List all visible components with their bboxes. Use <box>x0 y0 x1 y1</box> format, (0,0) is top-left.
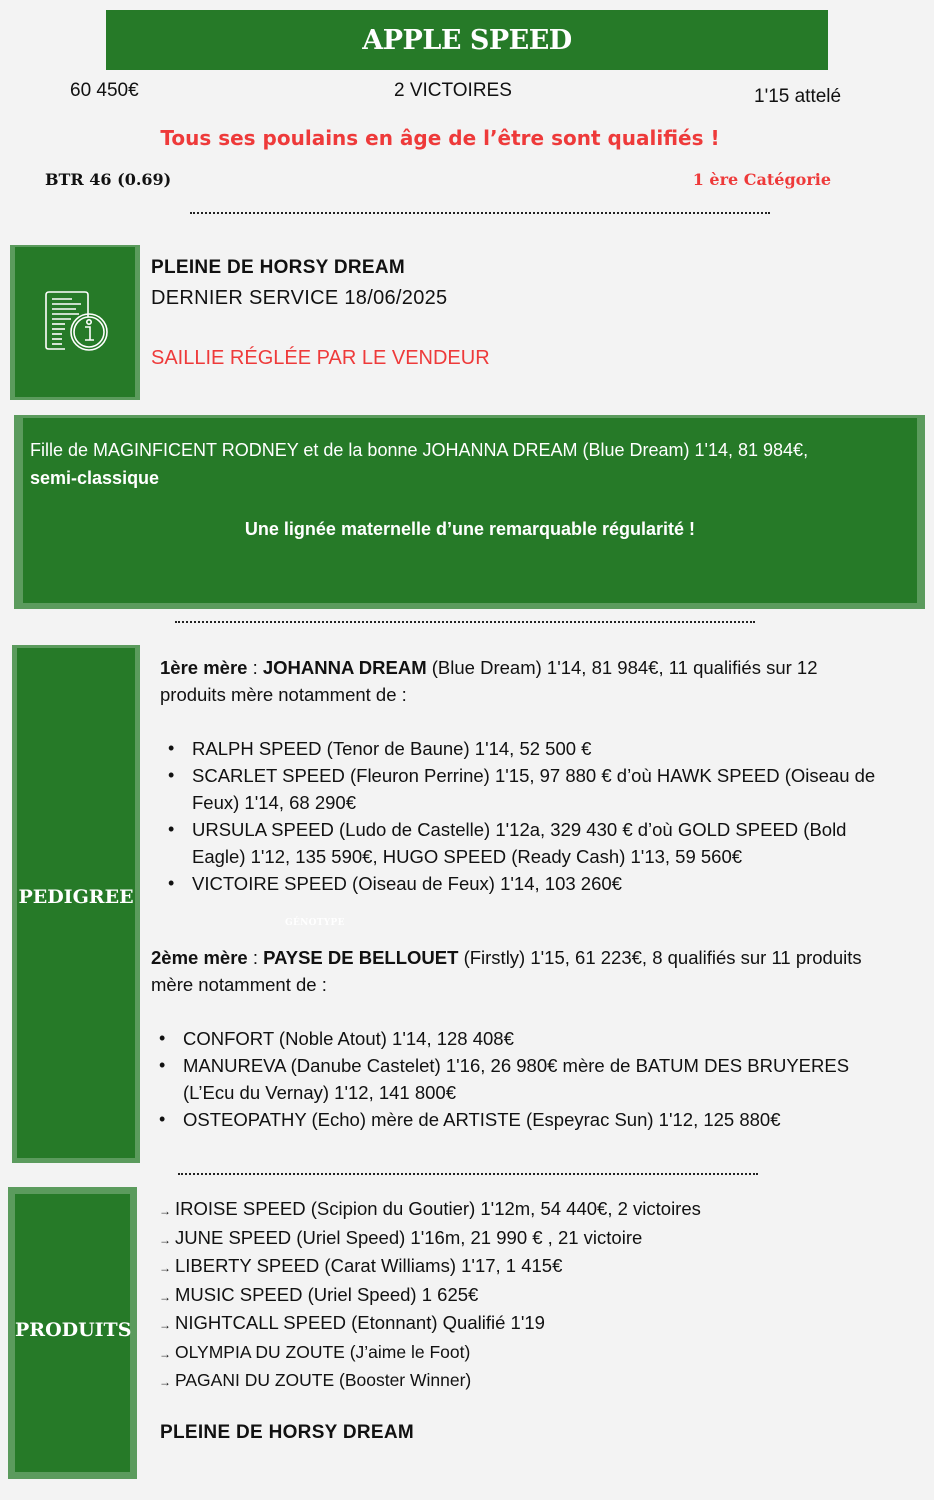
list-item: • URSULA SPEED (Ludo de Castelle) 1'12a, 329 430 € d’où GOLD SPEED (Bold Eagle) 1'12, 135 590€, HUGO SPEED (Ready Cash) 1'13, 59 560€ <box>160 816 880 870</box>
second-dam-offspring-list <box>151 1025 886 1133</box>
list-item: • CONFORT (Noble Atout) 1'14, 128 408€ <box>151 1025 886 1052</box>
description-lineage: Fille de MAGINFICENT RODNEY et de la bonne JOHANNA DREAM (Blue Dream) 1'14, 81 984€, <box>30 440 809 460</box>
list-item: • VICTOIRE SPEED (Oiseau de Feux) 1'14, 103 260€ <box>160 870 880 897</box>
info-box <box>15 247 135 397</box>
list-item: • SCARLET SPEED (Fleuron Perrine) 1'15, 97 880 € d’où HAWK SPEED (Oiseau de Feux) 1'14, 68 290€ <box>160 762 880 816</box>
arrow-right-icon: → <box>159 1204 171 1218</box>
second-dam-details: (Firstly) 1'15, 61 223€, 8 qualifiés sur 11 produits mère notamment de : <box>151 947 862 995</box>
produits-list <box>159 1196 701 1396</box>
service-note: SAILLIE RÉGLÉE PAR LE VENDEUR <box>151 347 490 369</box>
description-highlight: Une lignée maternelle d’une remarquable régularité ! <box>244 519 696 539</box>
document-info-icon <box>43 289 109 355</box>
first-dam-label: 1ère mère <box>160 657 248 678</box>
list-item: • RALPH SPEED (Tenor de Baune) 1'14, 52 500 € <box>160 735 880 762</box>
last-service-date: DERNIER SERVICE 18/06/2025 <box>151 287 448 309</box>
dotted-divider <box>190 212 770 214</box>
genotype-watermark: GÉNOTYPE <box>285 918 345 928</box>
mare-status: PLEINE DE HORSY DREAM <box>151 257 406 278</box>
second-dam-name: PAYSE DE BELLOUET <box>263 947 459 968</box>
produits-footer-status: PLEINE DE HORSY DREAM <box>160 1422 415 1443</box>
tagline: Tous ses poulains en âge de l’être sont qualifiés ! <box>160 126 720 150</box>
list-item: → OLYMPIA DU ZOUTE (J’aime le Foot) <box>159 1341 471 1362</box>
dotted-divider <box>175 621 755 623</box>
produits-label: PRODUITS <box>15 1319 132 1341</box>
title-banner <box>106 10 828 70</box>
arrow-right-icon: → <box>159 1289 171 1304</box>
pedigree-box <box>17 648 135 1158</box>
list-item: • MANUREVA (Danube Castelet) 1'16, 26 980€ mère de BATUM DES BRUYERES (L’Ecu du Vernay) 1'12, 141 800€ <box>151 1052 886 1106</box>
arrow-right-icon: → <box>159 1346 171 1361</box>
btr-index: BTR 46 (0.69) <box>45 170 172 189</box>
second-dam-label: 2ème mère <box>151 947 248 968</box>
category-label: 1 ère Catégorie <box>692 170 831 189</box>
arrow-right-icon: → <box>159 1318 171 1332</box>
earnings-stat: 60 450€ <box>70 80 139 101</box>
horse-name-title: APPLE SPEED <box>362 24 572 56</box>
description-class: semi-classique <box>30 468 160 488</box>
list-item: → LIBERTY SPEED (Carat Williams) 1'17, 1 415€ <box>159 1255 563 1276</box>
arrow-right-icon: → <box>159 1375 171 1389</box>
first-dam-offspring-list <box>160 735 880 897</box>
arrow-right-icon: → <box>159 1261 171 1275</box>
produits-box <box>15 1194 130 1472</box>
second-dam-section <box>151 944 886 1133</box>
list-item: → PAGANI DU ZOUTE (Booster Winner) <box>159 1370 472 1390</box>
list-item: → NIGHTCALL SPEED (Etonnant) Qualifié 1'19 <box>159 1312 545 1333</box>
list-item: → JUNE SPEED (Uriel Speed) 1'16m, 21 990 € , 21 victoire <box>159 1226 643 1248</box>
record-stat: 1'15 attelé <box>754 86 842 107</box>
pedigree-label: PEDIGREE <box>18 886 134 908</box>
list-item: • OSTEOPATHY (Echo) mère de ARTISTE (Espeyrac Sun) 1'12, 125 880€ <box>151 1106 886 1133</box>
list-item: → MUSIC SPEED (Uriel Speed) 1 625€ <box>159 1283 479 1305</box>
dotted-divider <box>178 1173 758 1175</box>
first-dam-details: (Blue Dream) 1'14, 81 984€, 11 qualifiés sur 12 produits mère notamment de : <box>160 657 818 705</box>
first-dam-section <box>160 654 880 897</box>
list-item: → IROISE SPEED (Scipion du Goutier) 1'12m, 54 440€, 2 victoires <box>159 1198 701 1219</box>
victories-stat: 2 VICTOIRES <box>394 80 512 101</box>
second-dam-heading: 2ème mère : PAYSE DE BELLOUET (Firstly) 1'15, 61 223€, 8 qualifiés sur 11 produits mère notamment de : <box>151 947 862 995</box>
first-dam-heading: 1ère mère : JOHANNA DREAM (Blue Dream) 1'14, 81 984€, 11 qualifiés sur 12 produits mère notamment de : <box>160 657 818 705</box>
description-text <box>30 436 910 492</box>
arrow-right-icon: → <box>159 1232 171 1247</box>
first-dam-name: JOHANNA DREAM <box>262 657 427 678</box>
